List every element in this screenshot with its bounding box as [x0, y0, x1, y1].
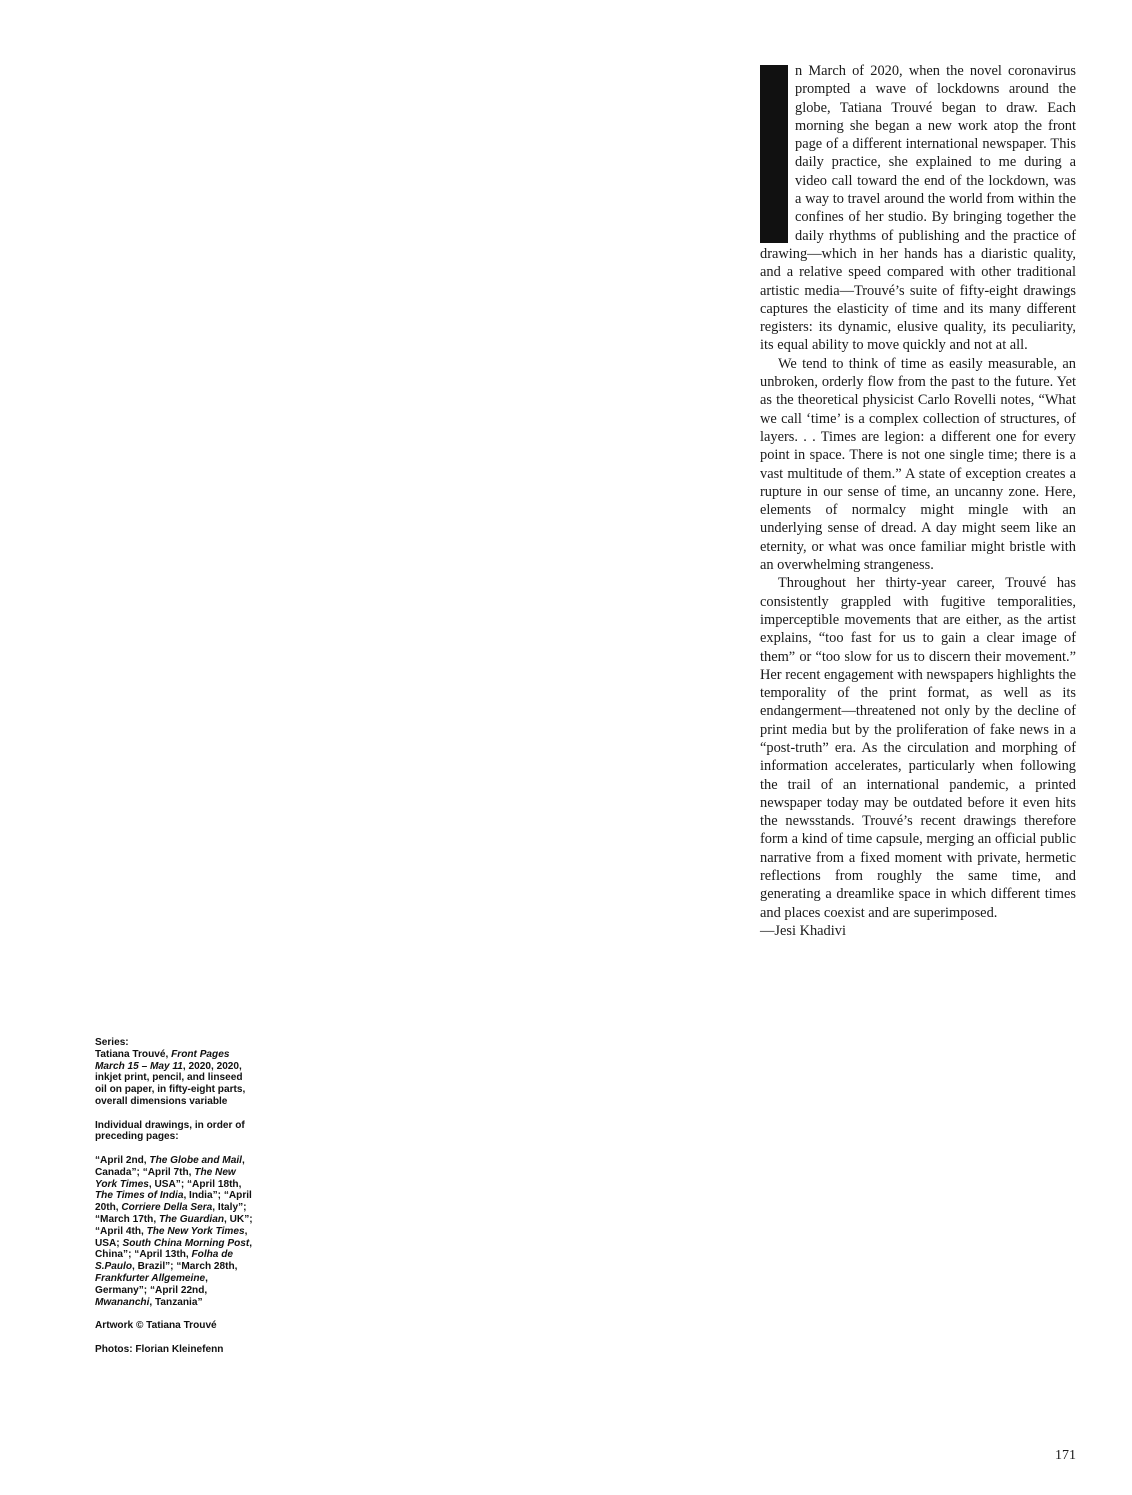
drawing-date: “April 4th,: [95, 1225, 147, 1237]
drawing-country: , Tanzania”: [149, 1296, 203, 1308]
drawing-country: , Italy”;: [212, 1202, 247, 1214]
drawing-list: [95, 1155, 257, 1308]
drawing-date: “April 13th,: [134, 1249, 192, 1261]
drawing-date: “April 22nd,: [149, 1284, 208, 1296]
drawing-newspaper: The New York Times: [146, 1225, 245, 1237]
drawing-date: “April 7th,: [142, 1166, 195, 1178]
artwork-credit: Artwork © Tatiana Trouvé: [95, 1320, 217, 1332]
essay-article: [760, 62, 1076, 940]
drawing-order-label: Individual drawings, in order of preceding pages:: [95, 1119, 245, 1143]
drawing-date: “March 28th,: [176, 1261, 238, 1273]
drawing-country: , USA;: [95, 1225, 248, 1249]
series-label: Series:: [95, 1037, 129, 1048]
image-credits: [95, 1037, 257, 1367]
drawing-country: , Canada”;: [95, 1154, 245, 1178]
drawing-newspaper: Folha de S.Paulo: [95, 1249, 233, 1273]
photo-credit: Photos: Florian Kleinefenn: [95, 1343, 224, 1355]
essay-paragraph-3: Throughout her thirty-year career, Trouvé has consistently grappled with fugitive temporalities, imperceptible movements that are either, as the artist explains, “too fast for us to gain a clear image of them” or “too slow for us to discern their movement.” Her recent engagement with newspapers highlights the temporality of the print format, as well as its endangerment—threatened not only by the decline of print media but by the proliferation of fake news in a “post-truth” era. As the circulation and morphing of information accelerates, particularly when following the trail of an international pandemic, a printed newspaper today may be outdated before it even hits the newsstands. Trouvé’s recent drawings therefore form a kind of time capsule, merging an official public narrative from a fixed moment with private, hermetic reflections from roughly the same time, and generating a dreamlike space in which different times and places coexist and are superimposed.: [760, 575, 1076, 921]
drawing-newspaper: The Times of India: [95, 1190, 184, 1202]
drawing-country: , UK”;: [224, 1213, 253, 1225]
essay-paragraph-2: We tend to think of time as easily measurable, an unbroken, orderly flow from the past to the future. Yet as the theoretical physicist Carlo Rovelli notes, “What we call ‘time’ is a complex collection of structures, of layers. . . Times are legion: a different one for every point in space. There is not one single time; there is a vast multitude of them.” A state of exception creates a rupture in our sense of time, an uncanny zone. Here, elements of normalcy might mingle with an underlying sense of dread. A day might seem like an eternity, or what was once familiar might bristle with an overwhelming strangeness.: [760, 355, 1076, 574]
series-artist: Tatiana Trouvé,: [95, 1048, 172, 1060]
series-title: Front Pages March 15 – May 11: [95, 1048, 230, 1072]
drawing-country: , Brazil”;: [132, 1261, 177, 1273]
drawing-newspaper: The New York Times: [95, 1166, 236, 1190]
drawing-newspaper: The Globe and Mail: [149, 1154, 242, 1166]
essay-paragraph-1: n March of 2020, when the novel coronavirus prompted a wave of lockdowns around the globe, Tatiana Trouvé began to draw. Each morning she began a new work atop the front page of a different international newspaper. This daily practice, she explained to me during a video call toward the end of the lockdown, was a way to travel around the world from within the confines of her studio. By bringing together the daily rhythms of publishing and the practice of drawing—which in her hands has a diaristic quality, and a relative speed compared with other traditional artistic media—Trouvé’s suite of fifty-eight drawings captures the elasticity of time and its many different registers: its dynamic, elusive quality, its peculiarity, its equal ability to move quickly and not at all.: [760, 63, 1076, 354]
drawing-newspaper: South China Morning Post: [122, 1237, 250, 1249]
drawing-date: “April 2nd,: [95, 1154, 150, 1166]
drawing-country: , USA”;: [148, 1178, 187, 1190]
page-number: 171: [1055, 1448, 1076, 1463]
drawing-newspaper: Frankfurter Allgemeine: [95, 1272, 206, 1284]
drop-cap-i: [760, 65, 788, 243]
drawing-country: , China”;: [95, 1237, 253, 1261]
drawing-newspaper: Mwananchi: [95, 1296, 150, 1308]
series-details: , 2020, 2020, inkjet print, pencil, and linseed oil on paper, in fifty-eight parts, overall dimensions variable: [95, 1060, 246, 1107]
drawing-date: “April 18th,: [187, 1178, 242, 1190]
drawing-date: “April 20th,: [95, 1190, 252, 1214]
drawing-date: “March 17th,: [95, 1213, 159, 1225]
drawing-newspaper: Corriere Della Sera: [121, 1202, 213, 1214]
series-credit: [95, 1037, 257, 1108]
drawing-country: , India”;: [183, 1190, 224, 1202]
author-signature: —Jesi Khadivi: [760, 922, 846, 939]
drawing-country: , Germany”;: [95, 1272, 208, 1296]
drawing-newspaper: The Guardian: [158, 1213, 225, 1225]
